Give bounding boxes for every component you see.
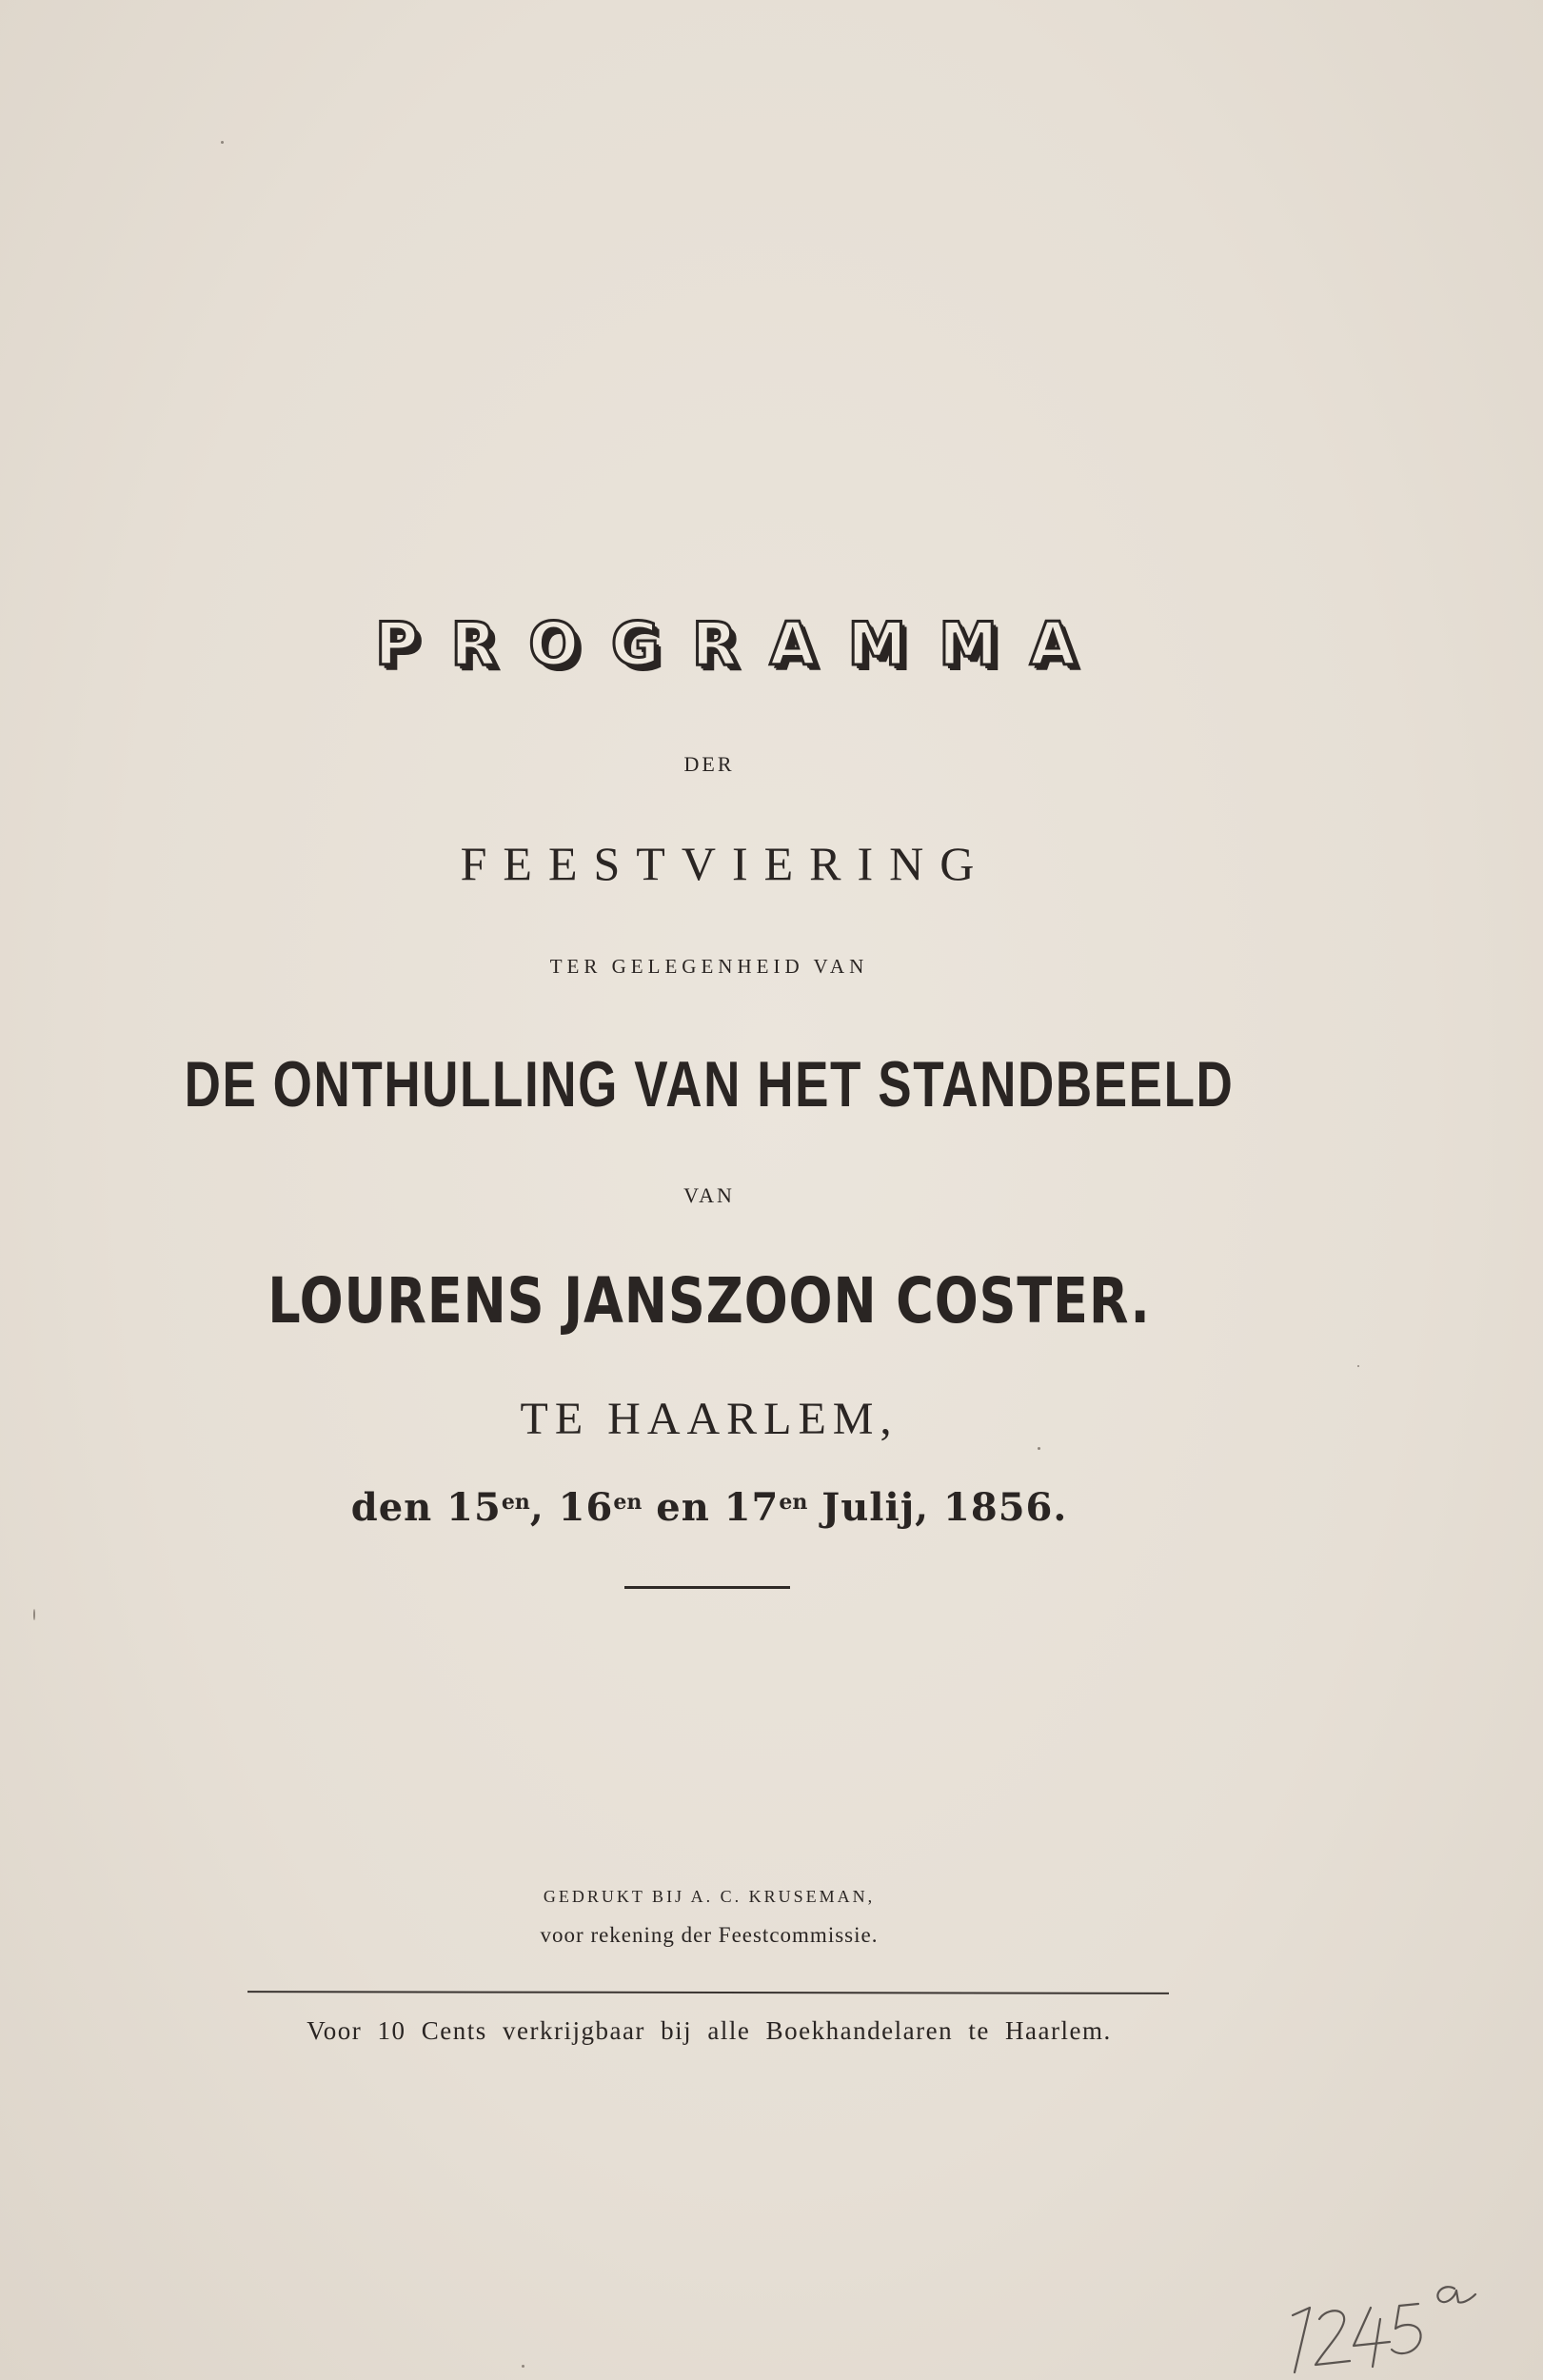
date-prefix: den 15 xyxy=(350,1485,502,1530)
unveiling-heading: DE ONTHULLING VAN HET STANDBEELD xyxy=(184,1048,1235,1121)
paper-speck xyxy=(1038,1447,1040,1450)
handwritten-inventory-mark xyxy=(1274,2266,1493,2380)
paper-speck xyxy=(1357,1365,1359,1367)
place-text: TE HAARLEM, xyxy=(520,1394,899,1444)
document-title: PROGRAMMA xyxy=(375,609,1108,679)
feestviering-heading: FEESTVIERING xyxy=(460,837,991,890)
printer-text: GEDRUKT BIJ A. C. KRUSEMAN, xyxy=(543,1887,876,1906)
date-sup-2: en xyxy=(613,1490,643,1515)
date-sup-1: en xyxy=(501,1490,530,1515)
account-text: voor rekening der Feestcommissie. xyxy=(540,1923,879,1947)
short-divider xyxy=(624,1586,790,1589)
date-line xyxy=(0,1485,1418,1530)
long-divider xyxy=(247,1991,1169,1994)
der-text: DER xyxy=(683,752,735,776)
honoree-name: LOURENS JANSZOON COSTER. xyxy=(267,1264,1151,1338)
occasion-text: TER GELEGENHEID VAN xyxy=(549,955,869,978)
paper-speck xyxy=(522,2365,524,2368)
paper-speck xyxy=(221,141,224,144)
date-mid-2: en 17 xyxy=(642,1485,780,1530)
paper-speck xyxy=(33,1609,35,1620)
date-sup-3: en xyxy=(779,1490,808,1515)
date-mid-1: , 16 xyxy=(529,1485,614,1530)
date-suffix: Julij, 1856. xyxy=(807,1485,1068,1530)
price-note: Voor 10 Cents verkrijgbaar bij alle Boekhandelaren te Haarlem. xyxy=(307,2016,1112,2045)
van-text: VAN xyxy=(683,1183,735,1207)
